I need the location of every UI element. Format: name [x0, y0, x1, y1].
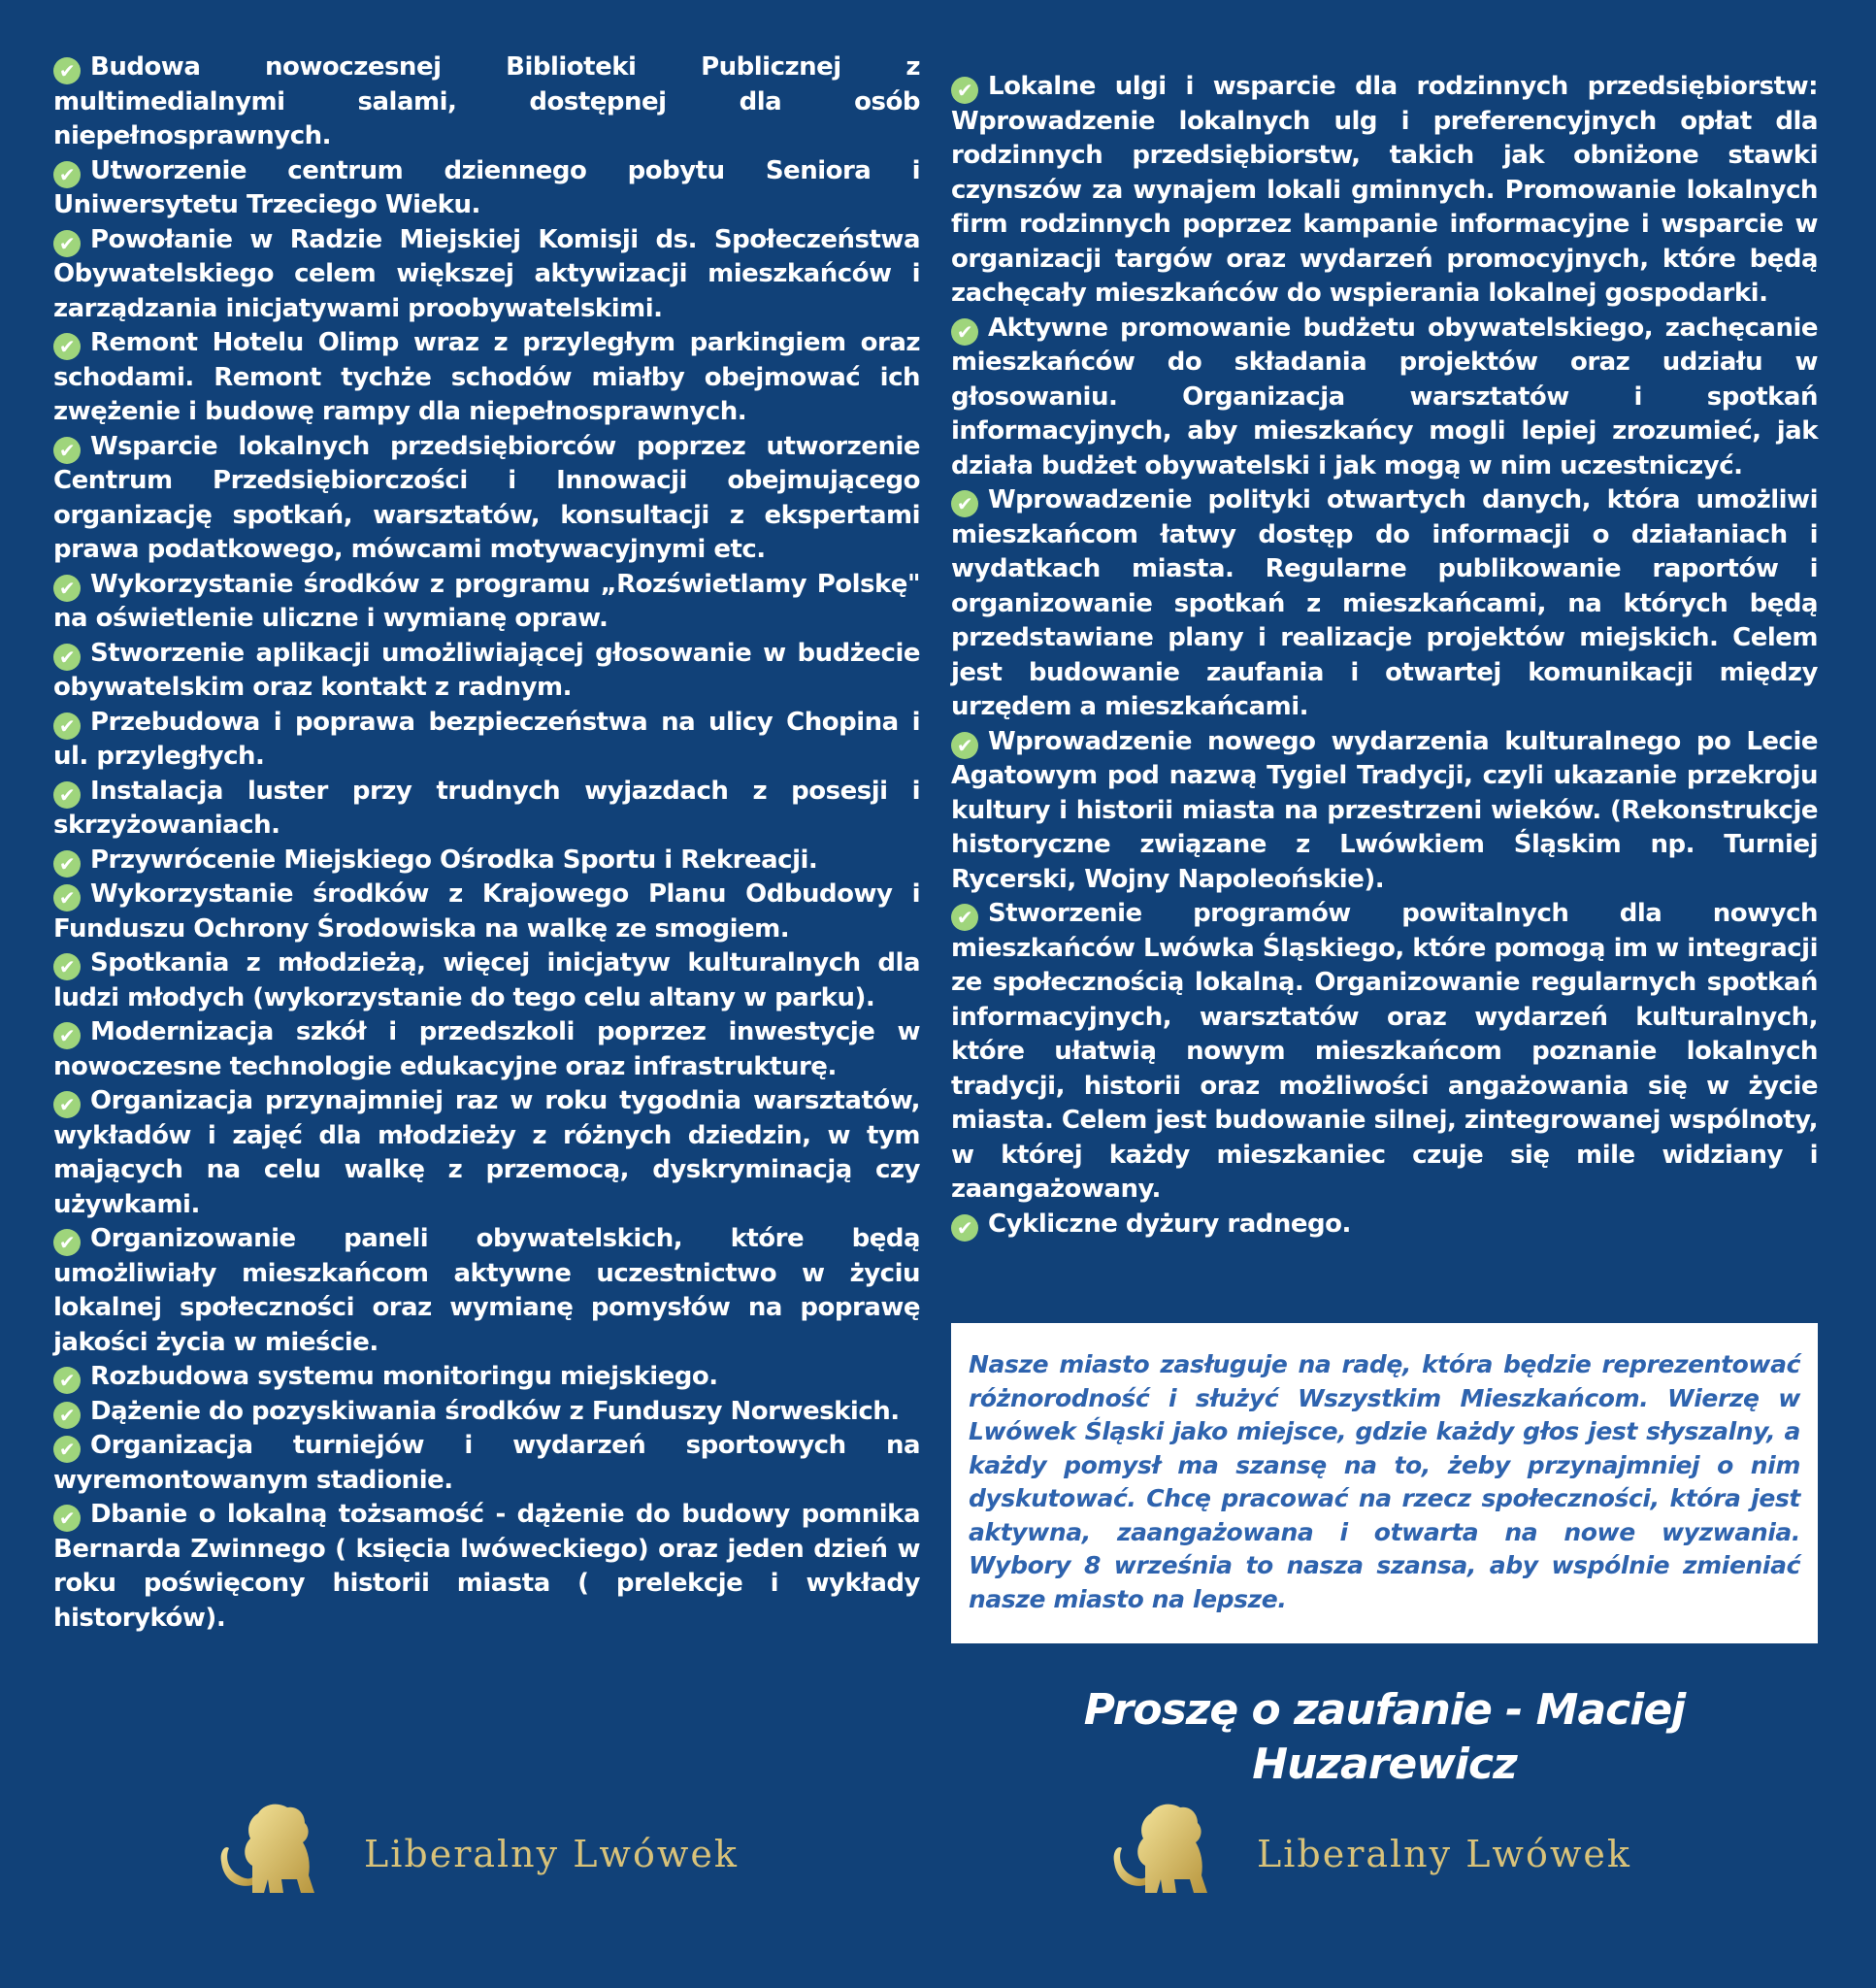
list-item: ✔ Dbanie o lokalną tożsamość - dążenie do budowy pomnika Bernarda Zwinnego ( księcia lwóweckiego) oraz jeden dzień w roku poświęcony historii miasta ( prelekcje i wykłady historyków). [53, 1500, 920, 1633]
check-circle-icon: ✔ [951, 77, 978, 104]
check-circle-icon: ✔ [53, 437, 81, 464]
list-item: ✔ Przebudowa i poprawa bezpieczeństwa na ulicy Chopina i ul. przyległych. [53, 707, 920, 771]
list-item: ✔ Spotkania z młodzieżą, więcej inicjatyw kulturalnych dla ludzi młodych (wykorzystanie do tego celu altany w parku). [53, 948, 920, 1012]
list-item: ✔ Wsparcie lokalnych przedsiębiorców poprzez utworzenie Centrum Przedsiębiorczości i Innowacji obejmującego organizację spotkań, warsztatów, konsultacji z ekspertami prawa podatkowego, mówcami motywacyjnymi etc. [53, 431, 920, 564]
list-item: ✔ Modernizacja szkół i przedszkoli poprzez inwestycje w nowoczesne technologie edukacyjne oraz infrastrukturę. [53, 1017, 920, 1081]
list-item: ✔ Lokalne ulgi i wsparcie dla rodzinnych przedsiębiorstw: Wprowadzenie lokalnych ulg i preferencyjnych opłat dla rodzinnych przedsiębiorstw, takich jak obniżone stawki czynszów za wynajem lokali gminnych. Promowanie lokalnych firm rodzinnych poprzez kampanie informacyjne i wsparcie w organizacji targów oraz wydarzeń promocyjnych, które będą zachęcały mieszkańców do wspierania lokalnej gospodarki. [951, 72, 1818, 308]
check-circle-icon: ✔ [53, 333, 81, 360]
check-circle-icon: ✔ [53, 1022, 81, 1049]
list-item: ✔ Rozbudowa systemu monitoringu miejskiego. [53, 1360, 920, 1395]
list-item: ✔ Wprowadzenie nowego wydarzenia kulturalnego po Lecie Agatowym pod nazwą Tygiel Tradycji, czyli ukazanie przekroju kultury i historii miasta na przestrzeni wieków. (Rekonstrukcje historyczne związane z Lwówkiem Śląskim np. Turniej Rycerski, Wojny Napoleońskie). [951, 726, 1818, 894]
list-item: ✔ Wprowadzenie polityki otwartych danych, która umożliwi mieszkańcom łatwy dostęp do informacji o działaniach i wydatkach miasta. Regularne publikowanie raportów i organizowanie spotkań z mieszkańcami, na których będą przedstawiane plany i realizacje projektów miejskich. Celem jest budowanie zaufania i otwartej komunikacji między urzędem a mieszkańcami. [951, 485, 1818, 721]
list-item: ✔ Organizacja turniejów i wydarzeń sportowych na wyremontowanym stadionie. [53, 1431, 920, 1495]
list-item: ✔ Cykliczne dyżury radnego. [951, 1208, 1818, 1242]
check-circle-icon: ✔ [951, 490, 978, 517]
left-column [53, 50, 920, 1636]
check-circle-icon: ✔ [53, 644, 81, 671]
list-item: ✔ Dążenie do pozyskiwania środków z Funduszy Norweskich. [53, 1395, 920, 1430]
check-circle-icon: ✔ [951, 732, 978, 759]
right-column [951, 70, 1818, 1242]
check-circle-icon: ✔ [53, 781, 81, 809]
list-item: ✔ Przywrócenie Miejskiego Ośrodka Sportu i Rekreacji. [53, 844, 920, 878]
list-item: ✔ Stworzenie aplikacji umożliwiającej głosowanie w budżecie obywatelskim oraz kontakt z radnym. [53, 638, 920, 702]
list-item: ✔ Stworzenie programów powitalnych dla nowych mieszkańców Lwówka Śląskiego, które pomogą im w integracji ze społecznością lokalną. Organizowanie regularnych spotkań informacyjnych, warsztatów oraz wydarzeń kulturalnych, które ułatwią nowym mieszkańcom poznanie lokalnych tradycji, historii oraz możliwości angażowania się w życie miasta. Celem jest budowanie silnej, zintegrowanej wspólnoty, w której każdy mieszkaniec czuje się mile widziany i zaangażowany. [951, 899, 1818, 1204]
check-circle-icon: ✔ [951, 1214, 978, 1242]
check-circle-icon: ✔ [53, 1436, 81, 1463]
logo [214, 1796, 815, 1903]
check-circle-icon: ✔ [951, 318, 978, 346]
list-item: ✔ Wykorzystanie środków z programu „Rozświetlamy Polskę" na oświetlenie uliczne i wymianę opraw. [53, 569, 920, 633]
list-item: ✔ Aktywne promowanie budżetu obywatelskiego, zachęcanie mieszkańców do składania projektów oraz udziału w głosowaniu. Organizacja warsztatów i spotkań informacyjnych, aby mieszkańcy mogli lepiej zrozumieć, jak działa budżet obywatelski i jak mogą w nim uczestniczyć. [951, 313, 1818, 480]
lion-icon [214, 1796, 340, 1903]
logo-text: Liberalny Lwówek [364, 1833, 739, 1875]
check-circle-icon: ✔ [53, 575, 81, 602]
signature: Proszę o zaufanie - Maciej Huzarewicz [1083, 1685, 1686, 1789]
quote-box [951, 1323, 1818, 1643]
quote-text: Nasze miasto zasługuje na radę, która będzie reprezentować różnorodność i służyć Wszystkim Mieszkańcom. Wierzę w Lwówek Śląski jako miejsce, gdzie każdy głos jest słyszalny, a każdy pomysł ma szansę na to, żeby przynajmniej o nim dyskutować. Chcę pracować na rzecz społeczności, która jest aktywna, zaangażowana i otwarta na nowe wyzwania. Wybory 8 września to nasza szansa, aby wspólnie zmieniać nasze miasto na lepsze. [969, 1350, 1800, 1613]
list-item: ✔ Remont Hotelu Olimp wraz z przyległym parkingiem oraz schodami. Remont tychże schodów miałby obejmować ich zwężenie i budowę rampy dla niepełnosprawnych. [53, 328, 920, 426]
check-circle-icon: ✔ [53, 884, 81, 911]
check-circle-icon: ✔ [53, 1091, 81, 1118]
list-item: ✔ Budowa nowoczesnej Biblioteki Publicznej z multimedialnymi salami, dostępnej dla osób niepełnosprawnych. [53, 52, 920, 150]
check-circle-icon: ✔ [53, 1229, 81, 1256]
check-circle-icon: ✔ [53, 850, 81, 878]
list-item: ✔ Organizowanie paneli obywatelskich, które będą umożliwiały mieszkańcom aktywne uczestnictwo w życiu lokalnej społeczności oraz wymianę pomysłów na poprawę jakości życia w mieście. [53, 1224, 920, 1357]
check-circle-icon: ✔ [53, 712, 81, 740]
check-circle-icon: ✔ [53, 230, 81, 257]
check-circle-icon: ✔ [53, 1367, 81, 1394]
check-circle-icon: ✔ [53, 953, 81, 980]
logo [1106, 1796, 1708, 1903]
check-circle-icon: ✔ [53, 57, 81, 84]
list-item: ✔ Wykorzystanie środków z Krajowego Planu Odbudowy i Funduszu Ochrony Środowiska na walkę ze smogiem. [53, 879, 920, 944]
check-circle-icon: ✔ [53, 1505, 81, 1532]
list-item: ✔ Powołanie w Radzie Miejskiej Komisji ds. Społeczeństwa Obywatelskiego celem większej aktywizacji mieszkańców i zarządzania inicjatywami proobywatelskimi. [53, 224, 920, 323]
list-item: ✔ Utworzenie centrum dziennego pobytu Seniora i Uniwersytetu Trzeciego Wieku. [53, 155, 920, 219]
check-circle-icon: ✔ [53, 161, 81, 188]
list-item: ✔ Instalacja luster przy trudnych wyjazdach z posesji i skrzyżowaniach. [53, 776, 920, 840]
lion-icon [1106, 1796, 1233, 1903]
check-circle-icon: ✔ [951, 904, 978, 931]
list-item: ✔ Organizacja przynajmniej raz w roku tygodnia warsztatów, wykładów i zajęć dla młodzieży z różnych dziedzin, w tym mających na celu walkę z przemocą, dyskryminacją czy używkami. [53, 1086, 920, 1219]
logo-text: Liberalny Lwówek [1257, 1833, 1631, 1875]
check-circle-icon: ✔ [53, 1402, 81, 1429]
